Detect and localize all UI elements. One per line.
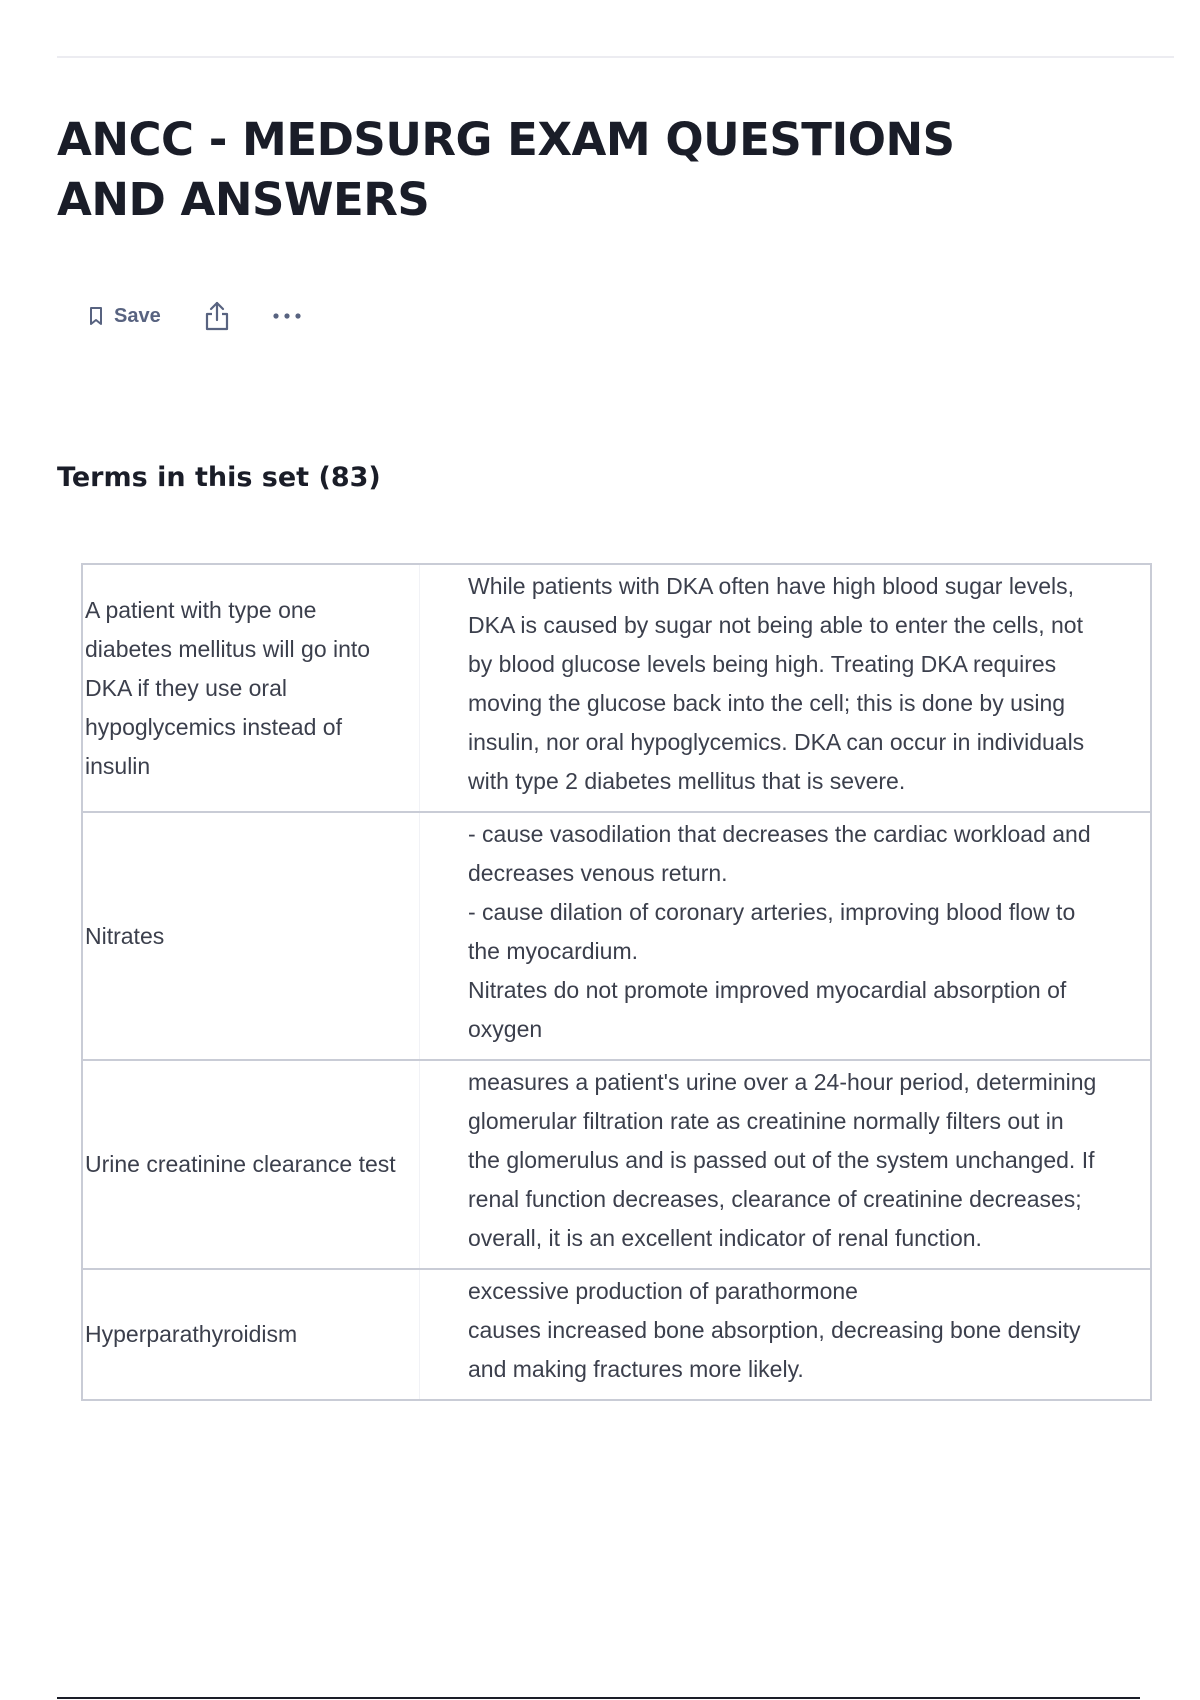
definition-text: [420, 1060, 1152, 1269]
term-row: [82, 564, 1151, 812]
term-row: [82, 812, 1151, 1060]
action-bar: [80, 296, 307, 336]
more-options-button[interactable]: [267, 296, 307, 336]
terms-heading: Terms in this set (83): [57, 462, 381, 493]
term-row: [82, 1060, 1151, 1269]
definition-line: - cause dilation of coronary arteries, improving blood flow to the myocardium.: [468, 899, 1076, 964]
save-button[interactable]: [80, 301, 169, 332]
definition-text: [420, 812, 1152, 1060]
term-row: [82, 1269, 1151, 1400]
definition-line: excessive production of parathormone: [468, 1278, 858, 1304]
terms-table: [81, 563, 1152, 1401]
definition-text: [420, 564, 1152, 812]
save-label: Save: [114, 304, 161, 327]
bottom-divider: [57, 1697, 1140, 1699]
share-button[interactable]: [197, 296, 237, 336]
top-divider: [57, 56, 1174, 58]
definition-text: [420, 1269, 1152, 1400]
term-text: Nitrates: [82, 812, 420, 1060]
definition-line: - cause vasodilation that decreases the cardiac workload and decreases venous return.: [468, 821, 1091, 886]
definition-line: measures a patient's urine over a 24-hour period, determining glomerular filtration rate as creatinine normally filters out in the glomerulus and is passed out of the system unchanged. If renal function decreases, clearance of creatinine decreases; overall, it is an excellent indicator of renal function.: [468, 1069, 1097, 1251]
term-text: A patient with type one diabetes mellitus will go into DKA if they use oral hypoglycemics instead of insulin: [82, 564, 420, 812]
share-icon: [203, 300, 231, 332]
term-text: Urine creatinine clearance test: [82, 1060, 420, 1269]
bookmark-icon: [88, 306, 104, 326]
term-text: Hyperparathyroidism: [82, 1269, 420, 1400]
definition-line: causes increased bone absorption, decreasing bone density and making fractures more likely.: [468, 1317, 1081, 1382]
definition-line: Nitrates do not promote improved myocardial absorption of oxygen: [468, 977, 1067, 1042]
definition-line: While patients with DKA often have high blood sugar levels, DKA is caused by sugar not being able to enter the cells, not by blood glucose levels being high. Treating DKA requires moving the glucose back into the cell; this is done by using insulin, nor oral hypoglycemics. DKA can occur in individuals with type 2 diabetes mellitus that is severe.: [468, 573, 1085, 794]
more-dots-icon: [272, 312, 302, 320]
page-title: ANCC - MEDSURG EXAM QUESTIONS AND ANSWERS: [57, 113, 955, 226]
